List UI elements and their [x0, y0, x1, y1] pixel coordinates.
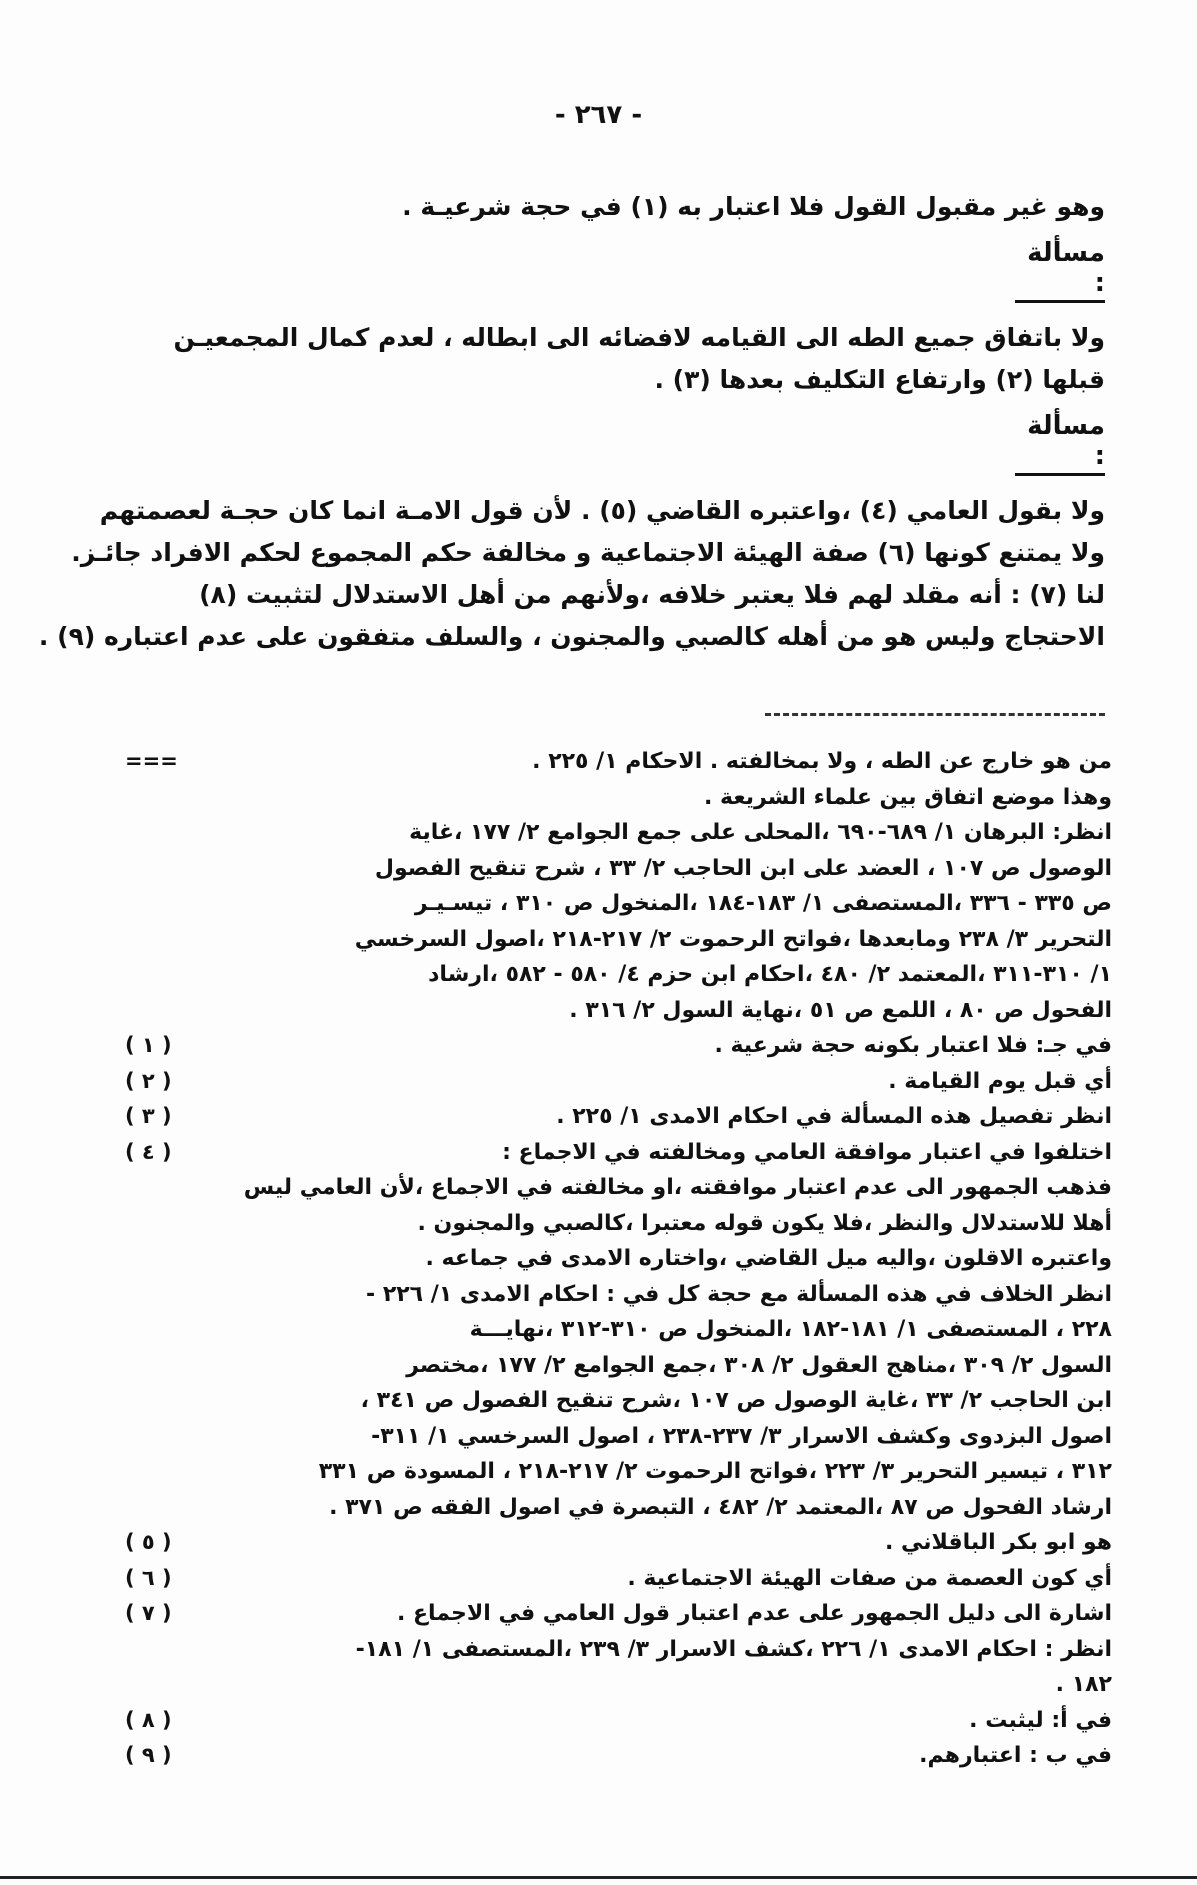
footnote-row: [125, 1099, 1112, 1135]
footnote-marker: ( ٦ ): [125, 1565, 172, 1590]
footnote-row: [125, 1170, 1112, 1206]
main-line-7: الاحتجاج وليس هو من أهله كالصبي والمجنون ، والسلف متفقون على عدم اعتباره (٩) .: [38, 622, 1105, 651]
section-heading-2: مسألة :: [1015, 411, 1105, 476]
footnote-row: [125, 1241, 1112, 1277]
footnote-row: [125, 1383, 1112, 1419]
footnote-text: ١٨٢ .: [1055, 1672, 1112, 1697]
footnote-row: [125, 1312, 1112, 1348]
footnote-text: ابن الحاجب ٢/ ٣٣ ،غاية الوصول ص ١٠٧ ،شرح تنقيح الفصول ص ٣٤١ ،: [360, 1388, 1112, 1413]
footnote-text: الوصول ص ١٠٧ ، العضد على ابن الحاجب ٢/ ٣٣ ، شرح تنقيح الفصول: [374, 855, 1112, 881]
footnote-marker: ( ٩ ): [125, 1743, 172, 1767]
main-line-6: لنا (٧) : أنه مقلد لهم فلا يعتبر خلافه ،ولأنهم من أهل الاستدلال لتثبيت (٨): [199, 580, 1105, 609]
footnote-row: [125, 1525, 1112, 1561]
main-text: [38, 190, 1105, 654]
section-heading-1: مسألة :: [1015, 238, 1105, 303]
footnote-text: في أ: ليثبت .: [969, 1707, 1112, 1733]
footnote-row: [125, 1028, 1112, 1064]
footnote-row: [125, 780, 1112, 816]
footnote-row: [125, 993, 1112, 1029]
footnote-row: [125, 1667, 1112, 1703]
footnote-text: انظر تفصيل هذه المسألة في احكام الامدى ١/ ٢٢٥ .: [556, 1104, 1112, 1129]
footnote-text: السول ٢/ ٣٠٩ ،مناهج العقول ٢/ ٣٠٨ ،جمع الجوامع ٢/ ١٧٧ ،مختصر: [406, 1352, 1112, 1378]
footnote-row: [125, 1596, 1112, 1632]
footnote-row: [125, 1561, 1112, 1597]
footnote-row: [125, 744, 1112, 780]
page-bottom-border: [0, 1876, 1197, 1879]
footnote-text: أي كون العصمة من صفات الهيئة الاجتماعية .: [627, 1565, 1112, 1591]
footnote-row: [125, 1490, 1112, 1526]
footnote-text: اختلفوا في اعتبار موافقة العامي ومخالفته في الاجماع :: [502, 1139, 1112, 1165]
footnote-text: ٢٢٨ ، المستصفى ١/ ١٨١-١٨٢ ،المنخول ص ٣١٠-٣١٢ ،نهايـــة: [469, 1317, 1112, 1342]
footnote-row: [125, 1703, 1112, 1739]
footnote-text: ارشاد الفحول ص ٨٧ ،المعتمد ٢/ ٤٨٢ ، التبصرة في اصول الفقه ص ٣٧١ .: [329, 1494, 1112, 1520]
footnote-text: في ب : اعتبارهم.: [919, 1743, 1112, 1768]
footnote-text: فذهب الجمهور الى عدم اعتبار موافقته ،او مخالفته في الاجماع ،لأن العامي ليس: [243, 1175, 1112, 1200]
footnote-text: أهلا للاستدلال والنظر ،فلا يكون قوله معتبرا ،كالصبي والمجنون .: [417, 1210, 1112, 1236]
footnote-row: [125, 922, 1112, 958]
footnote-text: ص ٣٣٥ - ٣٣٦ ،المستصفى ١/ ١٨٣-١٨٤ ،المنخول ص ٣١٠ ، تيسـيـر: [414, 891, 1112, 916]
footnote-row: [125, 1277, 1112, 1313]
footnote-row: [125, 1454, 1112, 1490]
footnote-marker: ( ٧ ): [125, 1601, 172, 1625]
footnote-text: من هو خارج عن الطه ، ولا بمخالفته . الاحكام ١/ ٢٢٥ .: [532, 749, 1112, 774]
footnote-row: [125, 1064, 1112, 1100]
footnote-marker: ===: [125, 749, 178, 773]
footnote-marker: ( ١ ): [125, 1033, 172, 1057]
main-line-1: وهو غير مقبول القول فلا اعتبار به (١) في حجة شرعيـة .: [402, 192, 1105, 221]
footnote-text: اشارة الى دليل الجمهور على عدم اعتبار قول العامي في الاجماع .: [396, 1601, 1112, 1626]
footnote-row: [125, 1206, 1112, 1242]
footnote-text: ١/ ٣١٠-٣١١ ،المعتمد ٢/ ٤٨٠ ،احكام ابن حزم ٤/ ٥٨٠ - ٥٨٢ ،ارشاد: [428, 962, 1112, 987]
footnote-text: انظر: البرهان ١/ ٦٨٩-٦٩٠ ،المحلى على جمع الجوامع ٢/ ١٧٧ ،غاية: [409, 820, 1112, 845]
footnote-text: التحرير ٣/ ٢٣٨ ومابعدها ،فواتح الرحموت ٢/ ٢١٧-٢١٨ ،اصول السرخسي: [354, 926, 1112, 952]
footnote-text: واعتبره الاقلون ،واليه ميل القاضي ،واختاره الامدى في جماعه .: [425, 1246, 1112, 1271]
main-line-4: ولا بقول العامي (٤) ،واعتبره القاضي (٥) . لأن قول الامـة انما كان حجـة لعصمتهم: [99, 496, 1105, 525]
footnote-text: في جـ: فلا اعتبار بكونه حجة شرعية .: [714, 1033, 1112, 1058]
footnote-separator: [765, 713, 1105, 716]
footnote-row: [125, 1419, 1112, 1455]
footnote-text: هو ابو بكر الباقلاني .: [884, 1530, 1112, 1555]
footnote-row: [125, 1632, 1112, 1668]
footnote-row: [125, 815, 1112, 851]
footnote-text: اصول البزدوى وكشف الاسرار ٣/ ٢٣٧-٢٣٨ ، اصول السرخسي ١/ ٣١١-: [371, 1423, 1112, 1449]
footnote-text: وهذا موضع اتفاق بين علماء الشريعة .: [704, 784, 1112, 810]
footnote-text: انظر : احكام الامدى ١/ ٢٢٦ ،كشف الاسرار ٣/ ٢٣٩ ،المستصفى ١/ ١٨١-: [355, 1636, 1112, 1662]
footnote-row: [125, 1135, 1112, 1171]
footnote-text: ٣١٢ ، تيسير التحرير ٣/ ٢٢٣ ،فواتح الرحموت ٢/ ٢١٧-٢١٨ ، المسودة ص ٣٣١: [318, 1459, 1112, 1484]
footnote-text: انظر الخلاف في هذه المسألة مع حجة كل في : احكام الامدى ١/ ٢٢٦ -: [366, 1281, 1112, 1307]
footnotes: [125, 744, 1112, 1774]
main-line-3: قبلها (٢) وارتفاع التكليف بعدها (٣) .: [654, 365, 1105, 394]
page-number: - ٢٦٧ -: [554, 100, 643, 130]
footnote-row: [125, 1348, 1112, 1384]
footnote-row: [125, 851, 1112, 887]
footnote-text: أي قبل يوم القيامة .: [888, 1068, 1112, 1094]
footnote-marker: ( ٣ ): [125, 1104, 172, 1128]
footnote-row: [125, 1738, 1112, 1774]
footnote-text: الفحول ص ٨٠ ، اللمع ص ٥١ ،نهاية السول ٢/ ٣١٦ .: [569, 997, 1112, 1023]
footnote-row: [125, 886, 1112, 922]
footnote-marker: ( ٤ ): [125, 1139, 172, 1164]
footnote-marker: ( ٨ ): [125, 1707, 172, 1732]
main-line-5: ولا يمتنع كونها (٦) صفة الهيئة الاجتماعية و مخالفة حكم المجموع لحكم الافراد جائـز.: [71, 538, 1105, 567]
footnote-row: [125, 957, 1112, 993]
main-line-2: ولا باتفاق جميع الطه الى القيامه لافضائه الى ابطاله ، لعدم كمال المجمعيـن: [173, 323, 1105, 352]
footnote-marker: ( ٥ ): [125, 1530, 172, 1554]
footnote-marker: ( ٢ ): [125, 1068, 172, 1093]
